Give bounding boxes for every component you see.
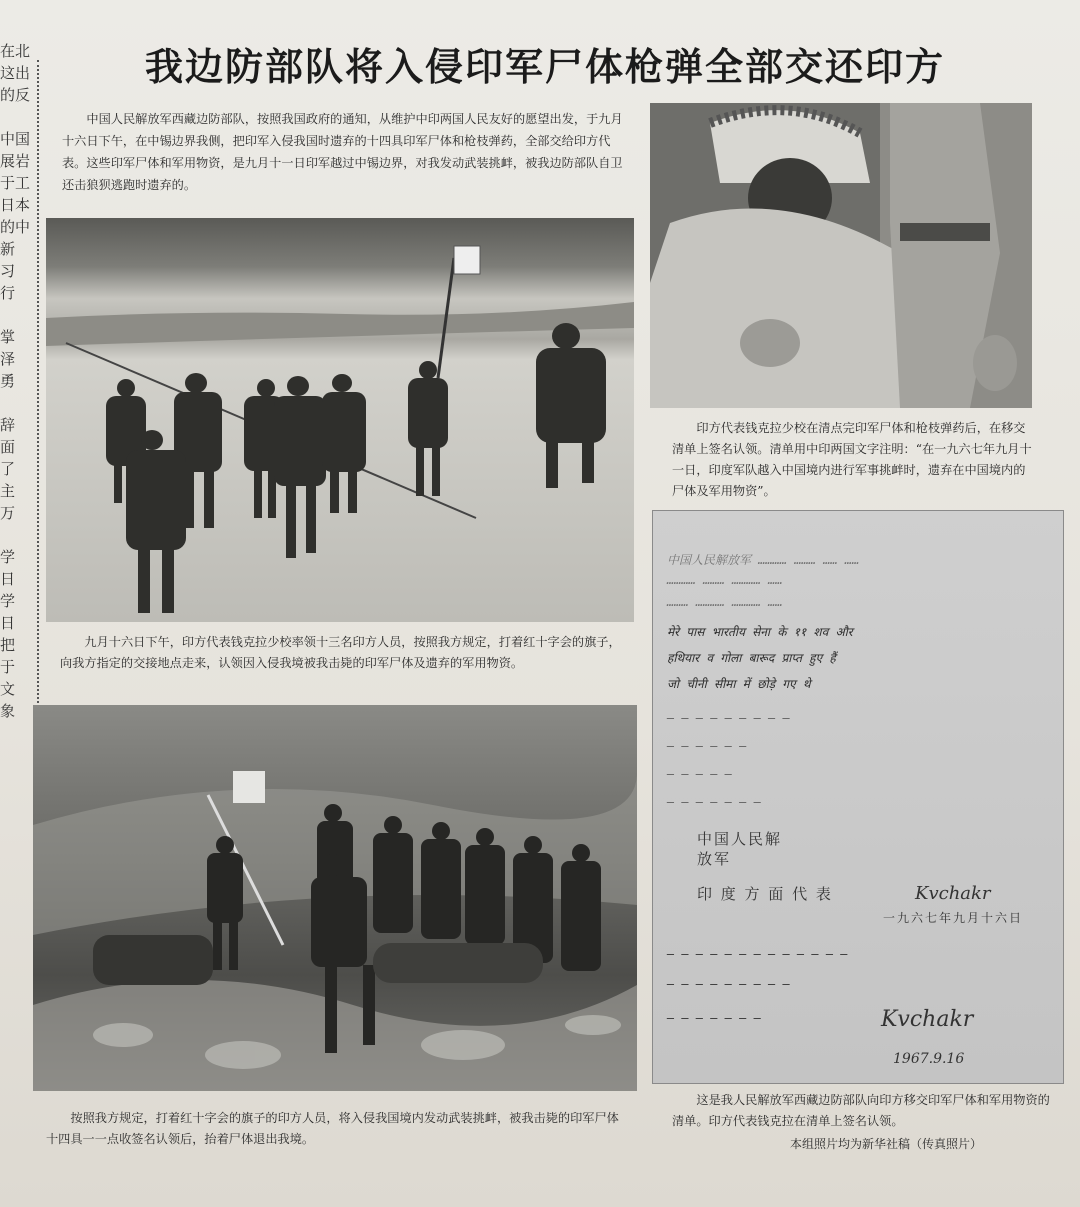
doc-hindi-line-2: हथियार व गोला बारूद प्राप्त हुए हैं: [667, 651, 836, 665]
margin-text-line: 的中: [0, 218, 31, 236]
margin-text-line: 的反: [0, 86, 31, 104]
margin-text-line: 于工: [0, 174, 31, 192]
margin-text-line: 了: [0, 460, 16, 478]
margin-text-line: 勇: [0, 372, 16, 390]
margin-text-line: 学: [0, 592, 16, 610]
document-caption: [672, 1090, 1052, 1132]
doc-date-numeric: 1967.9.16: [893, 1051, 965, 1067]
margin-text-line: [0, 304, 34, 326]
doc-signature-top: Kvchakr: [915, 883, 991, 904]
photo-delegation-walking: [46, 218, 634, 622]
margin-text-line: 面: [0, 438, 16, 456]
margin-text-line: 万: [0, 504, 16, 522]
photo1-caption-text: 九月十六日下午，印方代表钱克拉少校率领十三名印方人员，按照我方规定，打着红十字会的旗子，向我方指定的交接地点走来，认领因入侵我境被我击毙的印军尸体及遗弃的军用物资。: [60, 635, 621, 670]
margin-text-line: 中国: [0, 130, 31, 148]
margin-text-line: [0, 106, 34, 128]
margin-text-line: 行: [0, 284, 16, 302]
doc-hindi-line-1: मेरे पास भारतीय सेना के ११ शव और: [667, 625, 853, 639]
photo3-caption: [672, 418, 1034, 502]
photo3-caption-text: 印方代表钱克拉少校在清点完印军尸体和枪枝弹药后，在移交清单上签名认领。清单用中印两国文字注明：“在一九六七年九月十一日，印度军队越入中国境内进行军事挑衅时，遗弃在中国境内的尸体及军用物资”。: [672, 421, 1032, 498]
margin-text-line: 习: [0, 262, 16, 280]
headline: 我边防部队将入侵印军尸体枪弹全部交还印方: [144, 45, 945, 89]
margin-text-line: 学: [0, 548, 16, 566]
photo-representative-signing: [650, 103, 1032, 408]
margin-text-line: 于: [0, 658, 16, 676]
doc-org-name: 中国人民解放军: [697, 830, 783, 868]
margin-text-line: 泽: [0, 350, 16, 368]
photo-credit: 本组照片均为新华社稿（传真照片）: [790, 1137, 983, 1151]
lead-paragraph: 中国人民解放军西藏边防部队，按照我国政府的通知，从维护中印两国人民友好的愿望出发，于九月十六日下午，在中锡边界我侧，把印军入侵我国时遗弃的十四具印军尸体和枪枝弹药，全部交给印方代表。这些印军尸体和军用物资，是九月十一日印军越过中锡边界，对我发动武装挑衅，被我边防部队自卫还击狼狈逃跑时遗弃的。: [62, 112, 623, 192]
margin-text-line: 新: [0, 240, 16, 258]
previous-column-fragment: [0, 40, 34, 900]
margin-text-line: 文: [0, 680, 16, 698]
margin-text-line: 在北: [0, 42, 31, 60]
handover-list-document: 中国人民解放军 ………… ……… …… …… ………… ……… ………… …… ……… ………… ………… …… मेरे पास भारतीय सेना के ११ शव और हथियार व गोला बारूद प्राप्त हुए हैं जो चीनी सीमा में छोड़े गए थे — — — — — — — — — — — — — — — — — — — — — — — — — — — 中国人民解放军 印 度 方 面 代 表 Kvchakr 一九六七年九月十六日 — — — — — — — — — — — — — — — — — — — — — — — — — — — — — Kvchakr 1967.9.16: [652, 510, 1064, 1084]
doc-india-label: 印 度 方 面 代 表: [697, 885, 833, 903]
document-caption-text: 这是我人民解放军西藏边防部队向印方移交印军尸体和军用物资的清单。印方代表钱克拉在清单上签名认领。: [672, 1093, 1050, 1128]
photo2-caption-text: 按照我方规定，打着红十字会的旗子的印方人员，将入侵我国境内发动武装挑衅，被我击毙的印军尸体十四具一一点收签名认领后，抬着尸体退出我境。: [46, 1111, 619, 1146]
doc-hindi-line-3: जो चीनी सीमा में छोड़े गए थे: [667, 677, 811, 691]
margin-text-line: 象: [0, 702, 16, 720]
margin-text-line: 日本: [0, 196, 31, 214]
margin-text-line: 辞: [0, 416, 16, 434]
margin-text-line: [0, 392, 34, 414]
margin-text-line: 把: [0, 636, 16, 654]
margin-text-line: 掌: [0, 328, 16, 346]
margin-text-line: 展岩: [0, 152, 31, 170]
photo2-caption: [46, 1108, 626, 1150]
doc-date-chinese: 一九六七年九月十六日: [883, 911, 1024, 925]
margin-text-line: 日: [0, 570, 16, 588]
photo-carrying-bodies: [33, 705, 637, 1091]
photo1-caption: [60, 632, 626, 674]
margin-text-line: [0, 524, 34, 546]
margin-text-line: 主: [0, 482, 16, 500]
margin-text-line: 这出: [0, 64, 31, 82]
doc-signature-bottom: Kvchakr: [881, 1007, 974, 1032]
doc-chinese-lines: 中国人民解放军 ………… ……… …… ……: [667, 553, 860, 567]
margin-text-line: 日: [0, 614, 16, 632]
